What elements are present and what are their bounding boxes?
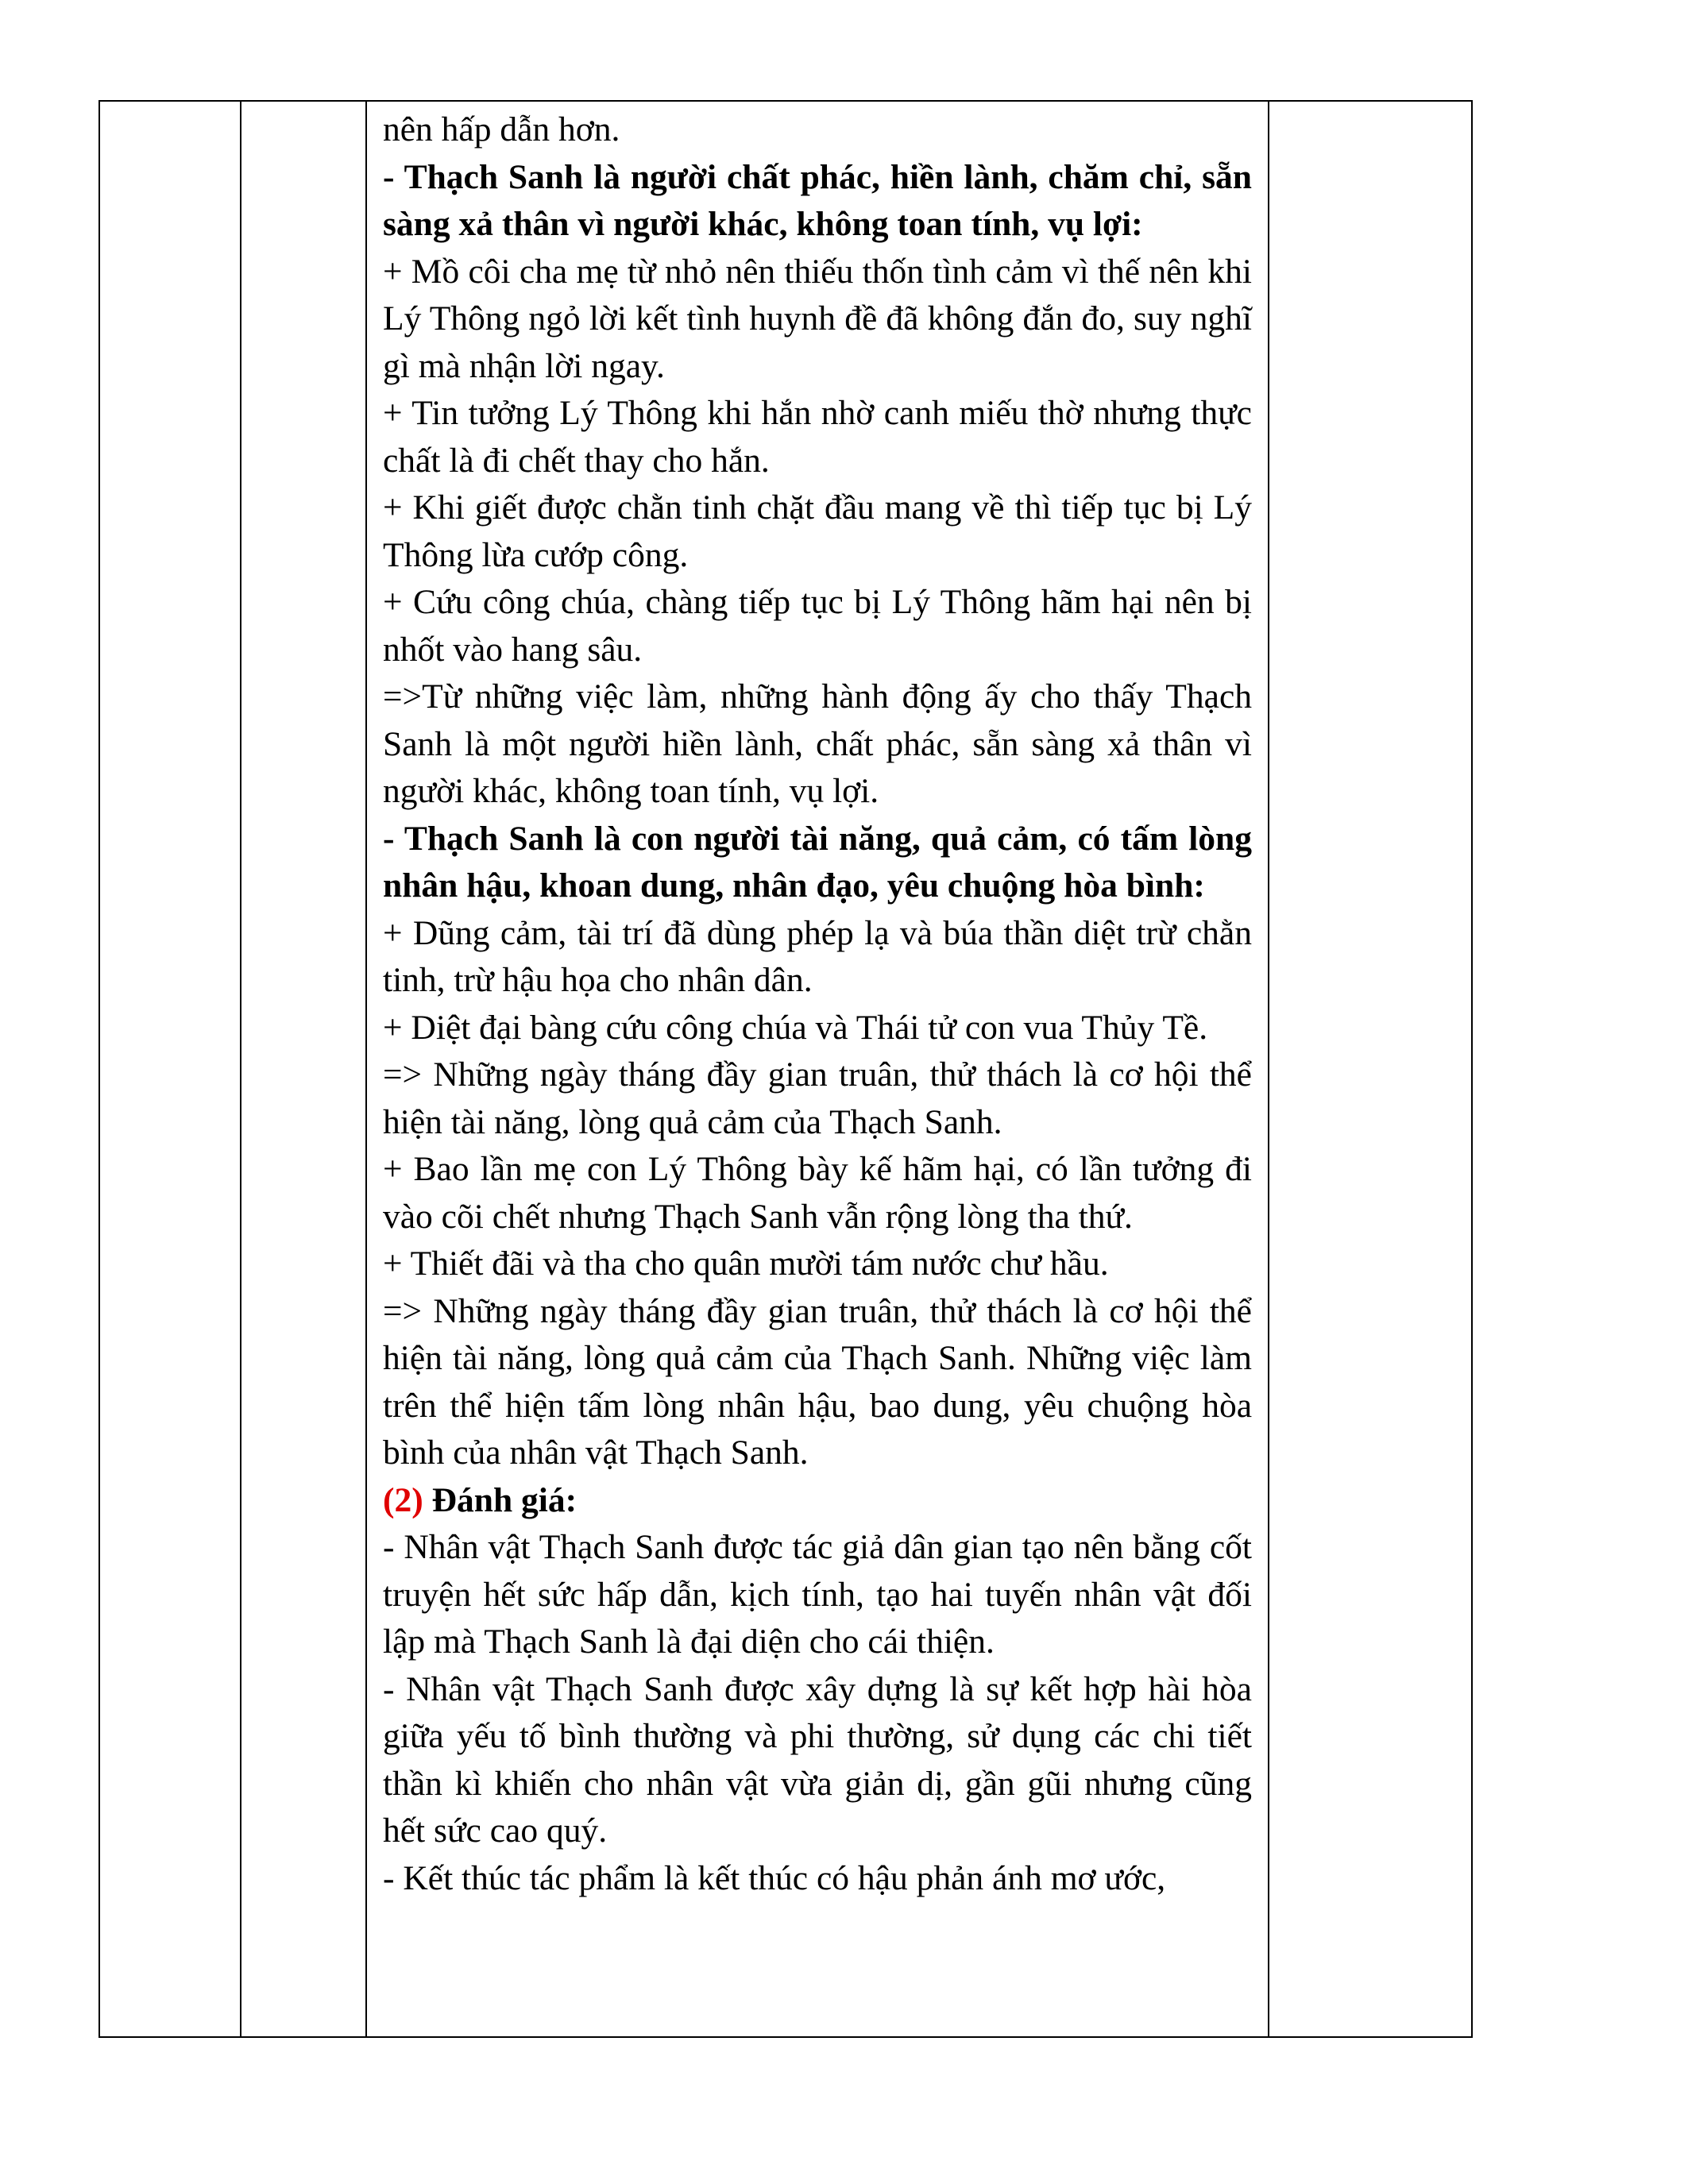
paragraph: => Những ngày tháng đầy gian truân, thử thách là cơ hội thể hiện tài năng, lòng quả cảm của Thạch Sanh.	[383, 1055, 1252, 1141]
paragraph: + Thiết đãi và tha cho quân mười tám nước chư hầu.	[383, 1244, 1109, 1283]
table-row	[99, 101, 1472, 2037]
bold-heading: - Thạch Sanh là người chất phác, hiền lành, chăm chỉ, sẵn sàng xả thân vì người khác, không toan tính, vụ lợi:	[383, 157, 1252, 243]
paragraph: + Bao lần mẹ con Lý Thông bày kế hãm hại, có lần tưởng đi vào cõi chết nhưng Thạch Sanh vẫn rộng lòng tha thứ.	[383, 1150, 1252, 1236]
paragraph: + Cứu công chúa, chàng tiếp tục bị Lý Thông hãm hại nên bị nhốt vào hang sâu.	[383, 583, 1252, 669]
section-title: Đánh giá:	[423, 1480, 577, 1519]
content-cell	[366, 101, 1269, 2037]
section-heading	[383, 1477, 1252, 1525]
paragraph: => Những ngày tháng đầy gian truân, thử thách là cơ hội thể hiện tài năng, lòng quả cảm của Thạch Sanh. Những việc làm trên thể hiện tấm lòng nhân hậu, bao dung, yêu chuộng hòa bình của nhân vật Thạch Sanh.	[383, 1291, 1252, 1472]
paragraph: + Dũng cảm, tài trí đã dùng phép lạ và búa thần diệt trừ chằn tinh, trừ hậu họa cho nhân dân.	[383, 913, 1252, 999]
table-cell-empty-1	[99, 101, 241, 2037]
paragraph: + Mồ côi cha mẹ từ nhỏ nên thiếu thốn tình cảm vì thế nên khi Lý Thông ngỏ lời kết tình huynh đề đã không đắn đo, suy nghĩ gì mà nhận lời ngay.	[383, 252, 1252, 385]
bold-heading: - Thạch Sanh là con người tài năng, quả cảm, có tấm lòng nhân hậu, khoan dung, nhân đạo, yêu chuộng hòa bình:	[383, 819, 1252, 905]
paragraph: =>Từ những việc làm, những hành động ấy cho thấy Thạch Sanh là một người hiền lành, chất phác, sẵn sàng xả thân vì người khác, không toan tính, vụ lợi.	[383, 677, 1252, 810]
lesson-table	[98, 100, 1473, 2038]
paragraph: + Tin tưởng Lý Thông khi hắn nhờ canh miếu thờ nhưng thực chất là đi chết thay cho hắn.	[383, 394, 1252, 480]
paragraph: - Nhân vật Thạch Sanh được xây dựng là sự kết hợp hài hòa giữa yếu tố bình thường và phi thường, sử dụng các chi tiết thần kì khiến cho nhân vật vừa giản dị, gần gũi nhưng cũng hết sức cao quý.	[383, 1669, 1252, 1850]
table-cell-empty-2	[241, 101, 366, 2037]
paragraph: - Nhân vật Thạch Sanh được tác giả dân gian tạo nên bằng cốt truyện hết sức hấp dẫn, kịch tính, tạo hai tuyến nhân vật đối lập mà Thạch Sanh là đại diện cho cái thiện.	[383, 1528, 1252, 1661]
paragraph: + Khi giết được chằn tinh chặt đầu mang về thì tiếp tục bị Lý Thông lừa cướp công.	[383, 488, 1252, 574]
table-cell-empty-4	[1269, 101, 1472, 2037]
paragraph: - Kết thúc tác phẩm là kết thúc có hậu phản ánh mơ ước,	[383, 1858, 1166, 1897]
section-number: (2)	[383, 1480, 423, 1519]
paragraph: + Diệt đại bàng cứu công chúa và Thái tử con vua Thủy Tề.	[383, 1008, 1208, 1047]
content-body	[383, 106, 1252, 1902]
paragraph: nên hấp dẫn hơn.	[383, 110, 620, 149]
